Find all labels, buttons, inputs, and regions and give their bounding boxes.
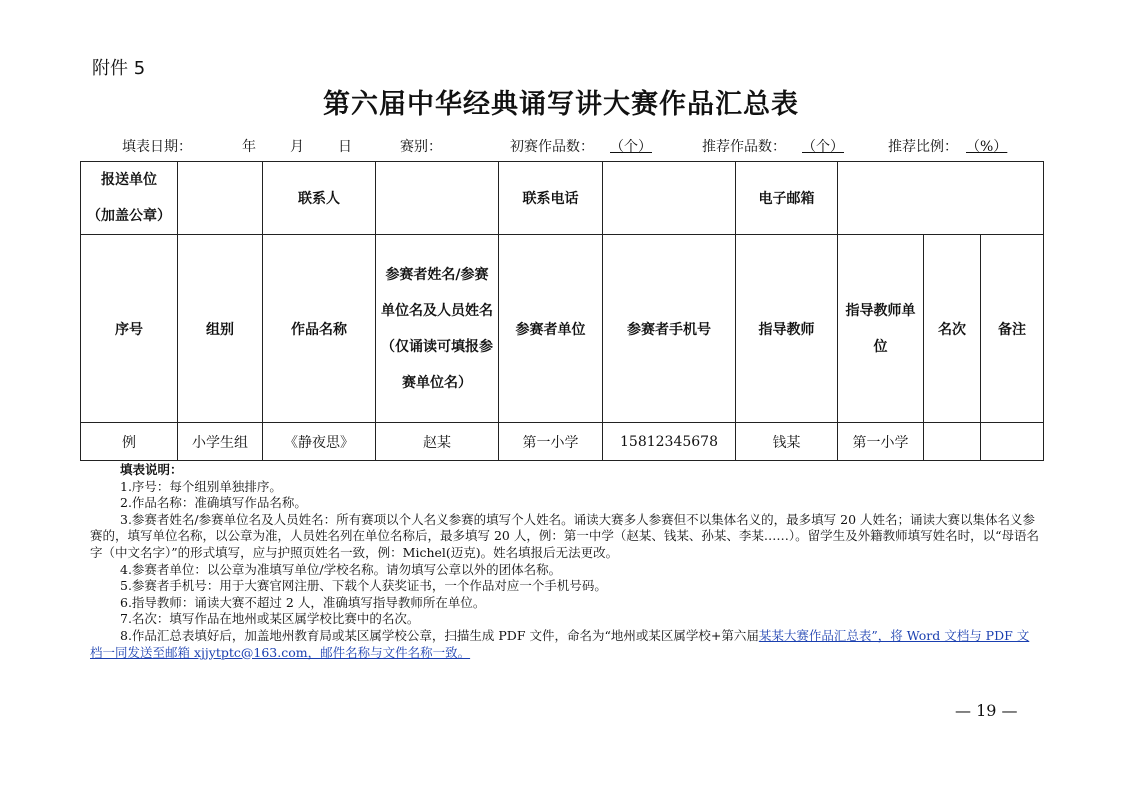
- summary-table: [80, 161, 1044, 461]
- note-item-4: 4.参赛者单位：以公章为准填写单位/学校名称。请勿填写公章以外的团体名称。: [120, 561, 562, 577]
- page-number: — 19 —: [955, 701, 1018, 720]
- recommend-count-unit: （个）: [802, 139, 844, 155]
- example-participant-unit: 第一小学: [499, 423, 603, 461]
- fill-instructions: [90, 462, 1040, 661]
- contact-label: 联系人: [263, 162, 376, 235]
- example-group: 小学生组: [178, 423, 263, 461]
- fill-month-label: 月: [290, 139, 304, 155]
- recommend-ratio-unit: （%）: [966, 139, 1008, 155]
- col-group-header: 组别: [178, 235, 263, 423]
- example-remark: [981, 423, 1044, 461]
- note-item-5: 5.参赛者手机号：用于大赛官网注册、下载个人获奖证书，一个作品对应一个手机号码。: [120, 578, 607, 594]
- fill-year-label: 年: [242, 139, 256, 155]
- example-seq: 例: [81, 423, 178, 461]
- note-item-8-text: 8.作品汇总表填好后，加盖地州教育局或某区属学校公章，扫描生成 PDF 文件，命名为“地州或某区属学校+第六届: [120, 627, 759, 643]
- note-item-8: [90, 628, 1040, 661]
- submit-unit-field[interactable]: [178, 162, 263, 235]
- note-item-6: 6.指导教师：诵读大赛不超过 2 人，准确填写指导教师所在单位。: [120, 594, 486, 610]
- column-header-row: [81, 235, 1044, 423]
- recommend-ratio-label: 推荐比例：: [888, 139, 958, 155]
- header-info-row: [81, 162, 1044, 235]
- col-seq-header: 序号: [81, 235, 178, 423]
- col-rank-header: 名次: [924, 235, 981, 423]
- col-remark-header: 备注: [981, 235, 1044, 423]
- example-teacher: 钱某: [736, 423, 838, 461]
- fill-date-label: 填表日期：: [122, 139, 192, 155]
- contact-field[interactable]: [376, 162, 499, 235]
- note-item-8-email-link[interactable]: 某某大赛作品汇总表”，将 Word 文档与 PDF 文档一同发送至邮箱 xjjytptc@163.com，邮件名称与文件名称一致。: [90, 627, 1030, 660]
- phone-label: 联系电话: [499, 162, 603, 235]
- col-teacher-unit-header: 指导教师单位: [838, 235, 924, 423]
- example-teacher-unit: 第一小学: [838, 423, 924, 461]
- email-field[interactable]: [838, 162, 1044, 235]
- attachment-label: 附件 5: [92, 58, 146, 79]
- col-work-name-header: 作品名称: [263, 235, 376, 423]
- col-teacher-header: 指导教师: [736, 235, 838, 423]
- example-rank: [924, 423, 981, 461]
- submit-unit-label-line1: 报送单位: [101, 172, 157, 188]
- note-item-3: 3.参赛者姓名/参赛单位名及人员姓名：所有赛项以个人名义参赛的填写个人姓名。诵读大赛多人参赛但不以集体名义的，最多填写 20 人姓名；诵读大赛以集体名义参赛的，填写单位名称，以公章为准，人员姓名列在单位名称后，最多填写 20 人，例：第一中学（赵某、钱某、孙某、李某……）。留学生及外籍教师填写姓名时，以“母语名字（中文名字）”的形式填写，应与护照页姓名一致，例：Michel(迈克)。姓名填报后无法更改。: [90, 511, 1039, 560]
- fill-info-line: 填表日期： 年 月 日 赛别： 初赛作品数： （个） 推荐作品数： （个） 推荐比例： （%）: [122, 139, 1008, 155]
- note-item-2: 2.作品名称：准确填写作品名称。: [120, 495, 307, 511]
- col-participant-phone-header: 参赛者手机号: [603, 235, 736, 423]
- col-participant-name-header: 参赛者姓名/参赛单位名及人员姓名（仅诵读可填报参赛单位名）: [376, 235, 499, 423]
- phone-field[interactable]: [603, 162, 736, 235]
- prelim-count-label: 初赛作品数：: [510, 139, 594, 155]
- note-item-7: 7.名次：填写作品在地州或某区属学校比赛中的名次。: [120, 611, 420, 627]
- fill-category-label: 赛别：: [400, 139, 442, 155]
- submit-unit-label: [81, 162, 178, 235]
- example-participant-name: 赵某: [376, 423, 499, 461]
- notes-title: 填表说明：: [120, 462, 183, 477]
- email-label: 电子邮箱: [736, 162, 838, 235]
- document-title: 第六届中华经典诵写讲大赛作品汇总表: [323, 89, 799, 120]
- example-participant-phone: 15812345678: [603, 423, 736, 461]
- recommend-count-label: 推荐作品数：: [702, 139, 786, 155]
- fill-day-label: 日: [338, 139, 352, 155]
- example-work-name: 《静夜思》: [263, 423, 376, 461]
- col-participant-unit-header: 参赛者单位: [499, 235, 603, 423]
- note-item-1: 1.序号：每个组别单独排序。: [120, 478, 282, 494]
- example-row: [81, 423, 1044, 461]
- submit-unit-label-line2: （加盖公章）: [87, 208, 171, 224]
